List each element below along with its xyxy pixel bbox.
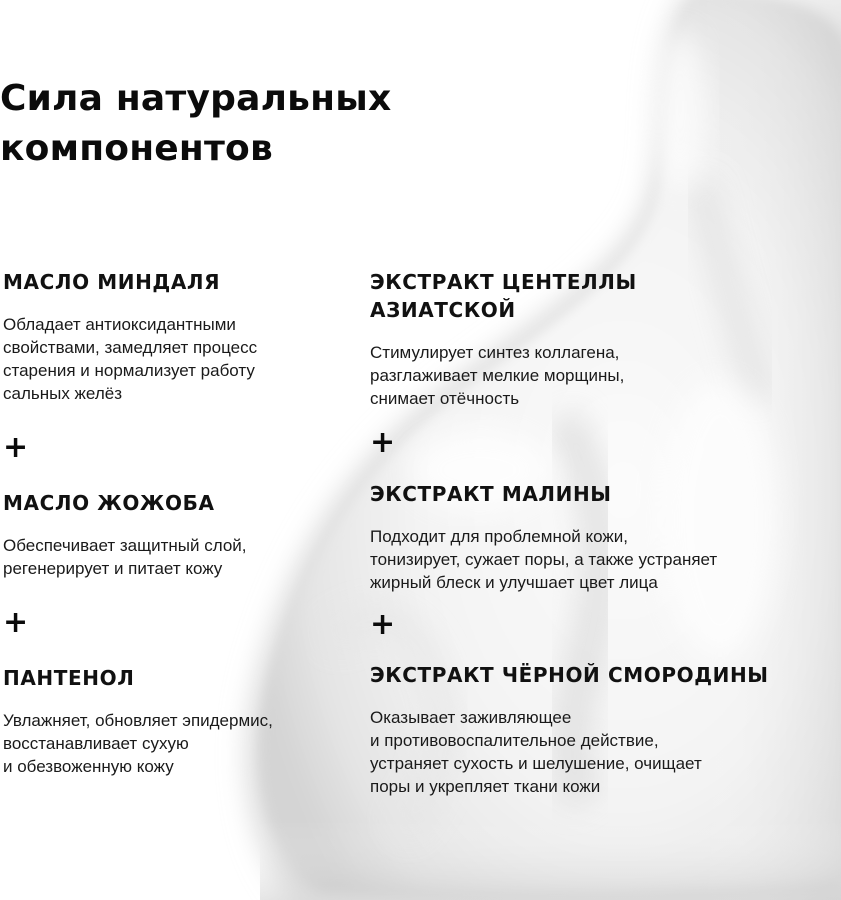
ingredient-description: Стимулирует синтез коллагена, разглаживает мелкие морщины, снимает отёчность	[370, 343, 625, 408]
plus-icon: +	[3, 605, 29, 640]
ingredient-description: Обеспечивает защитный слой, регенерирует и питает кожу	[3, 536, 247, 578]
ingredient-raspberry-extract	[370, 480, 810, 594]
ingredient-heading: ПАНТЕНОЛ	[3, 666, 135, 690]
ingredient-description: Подходит для проблемной кожи, тонизирует, сужает поры, а также устраняет жирный блеск и улучшает цвет лица	[370, 527, 718, 592]
ingredient-heading: ЭКСТРАКТ МАЛИНЫ	[370, 482, 612, 506]
ingredient-description: Увлажняет, обновляет эпидермис, восстанавливает сухую и обезвоженную кожу	[3, 711, 273, 776]
ingredient-heading: МАСЛО ЖОЖОБА	[3, 491, 215, 515]
plus-icon: +	[370, 607, 396, 642]
ingredient-almond-oil	[3, 268, 348, 405]
ingredient-centella-extract	[370, 268, 810, 410]
ingredient-heading: ЭКСТРАКТ ЧЁРНОЙ СМОРОДИНЫ	[370, 663, 769, 687]
title-line-2: компонентов	[0, 128, 273, 169]
ingredient-panthenol	[3, 664, 348, 778]
title-line-1: Сила натуральных	[0, 78, 392, 119]
page-title	[0, 74, 460, 174]
ingredient-jojoba-oil	[3, 489, 348, 580]
ingredient-heading: ЭКСТРАКТ ЦЕНТЕЛЛЫ АЗИАТСКОЙ	[370, 270, 637, 322]
ingredient-blackcurrant-extract	[370, 661, 810, 798]
ingredient-heading: МАСЛО МИНДАЛЯ	[3, 270, 221, 294]
ingredient-description: Обладает антиоксидантными свойствами, замедляет процесс старения и нормализует работу сальных желёз	[3, 315, 258, 403]
plus-icon: +	[3, 430, 29, 465]
plus-icon: +	[370, 425, 396, 460]
ingredient-description: Оказывает заживляющее и противовоспалительное действие, устраняет сухость и шелушение, очищает поры и укрепляет ткани кожи	[370, 708, 702, 796]
